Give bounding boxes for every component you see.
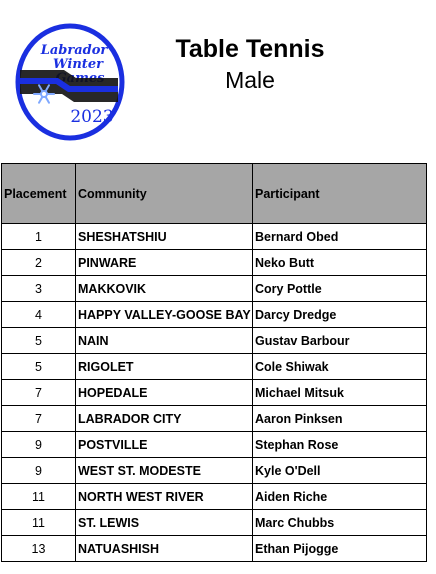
division-subtitle: Male [225,67,275,93]
placement-cell: 1 [2,224,76,250]
participant-cell: Stephan Rose [253,432,427,458]
participant-cell: Aiden Riche [253,484,427,510]
sport-title: Table Tennis [175,35,325,63]
table-row [2,250,427,276]
title-block [140,34,360,94]
header-participant: Participant [253,164,427,224]
table-row [2,510,427,536]
table-row [2,458,427,484]
community-cell: MAKKOVIK [76,276,253,302]
placement-cell: 11 [2,510,76,536]
table-row [2,276,427,302]
table-row [2,354,427,380]
participant-cell: Cory Pottle [253,276,427,302]
table-row [2,484,427,510]
participant-cell: Aaron Pinksen [253,406,427,432]
participant-cell: Michael Mitsuk [253,380,427,406]
placement-cell: 4 [2,302,76,328]
logo-text-winter: Winter [53,57,103,72]
table-row [2,224,427,250]
placement-cell: 9 [2,458,76,484]
community-cell: NAIN [76,328,253,354]
participant-cell: Marc Chubbs [253,510,427,536]
participant-cell: Kyle O'Dell [253,458,427,484]
placement-cell: 7 [2,380,76,406]
logo-text-labrador: Labrador [40,43,108,58]
participant-cell: Neko Butt [253,250,427,276]
table-header-row [2,164,427,224]
participant-cell: Ethan Pijogge [253,536,427,562]
community-cell: HAPPY VALLEY-GOOSE BAY [76,302,253,328]
placement-cell: 3 [2,276,76,302]
table-row [2,328,427,354]
logo-year: 2023 [70,107,114,127]
results-body [2,224,427,562]
community-cell: SHESHATSHIU [76,224,253,250]
participant-cell: Bernard Obed [253,224,427,250]
table-row [2,536,427,562]
community-cell: NATUASHISH [76,536,253,562]
placement-cell: 5 [2,328,76,354]
results-table [1,163,427,562]
participant-cell: Darcy Dredge [253,302,427,328]
table-row [2,380,427,406]
participant-cell: Cole Shiwak [253,354,427,380]
table-row [2,432,427,458]
table-row [2,406,427,432]
community-cell: PINWARE [76,250,253,276]
placement-cell: 7 [2,406,76,432]
community-cell: RIGOLET [76,354,253,380]
community-cell: NORTH WEST RIVER [76,484,253,510]
header-community: Community [76,164,253,224]
placement-cell: 2 [2,250,76,276]
placement-cell: 5 [2,354,76,380]
participant-cell: Gustav Barbour [253,328,427,354]
community-cell: LABRADOR CITY [76,406,253,432]
community-cell: ST. LEWIS [76,510,253,536]
placement-cell: 9 [2,432,76,458]
community-cell: HOPEDALE [76,380,253,406]
placement-cell: 11 [2,484,76,510]
header-placement: Placement [2,164,76,224]
community-cell: POSTVILLE [76,432,253,458]
community-cell: WEST ST. MODESTE [76,458,253,484]
table-row [2,302,427,328]
placement-cell: 13 [2,536,76,562]
labrador-winter-games-logo [14,22,126,142]
